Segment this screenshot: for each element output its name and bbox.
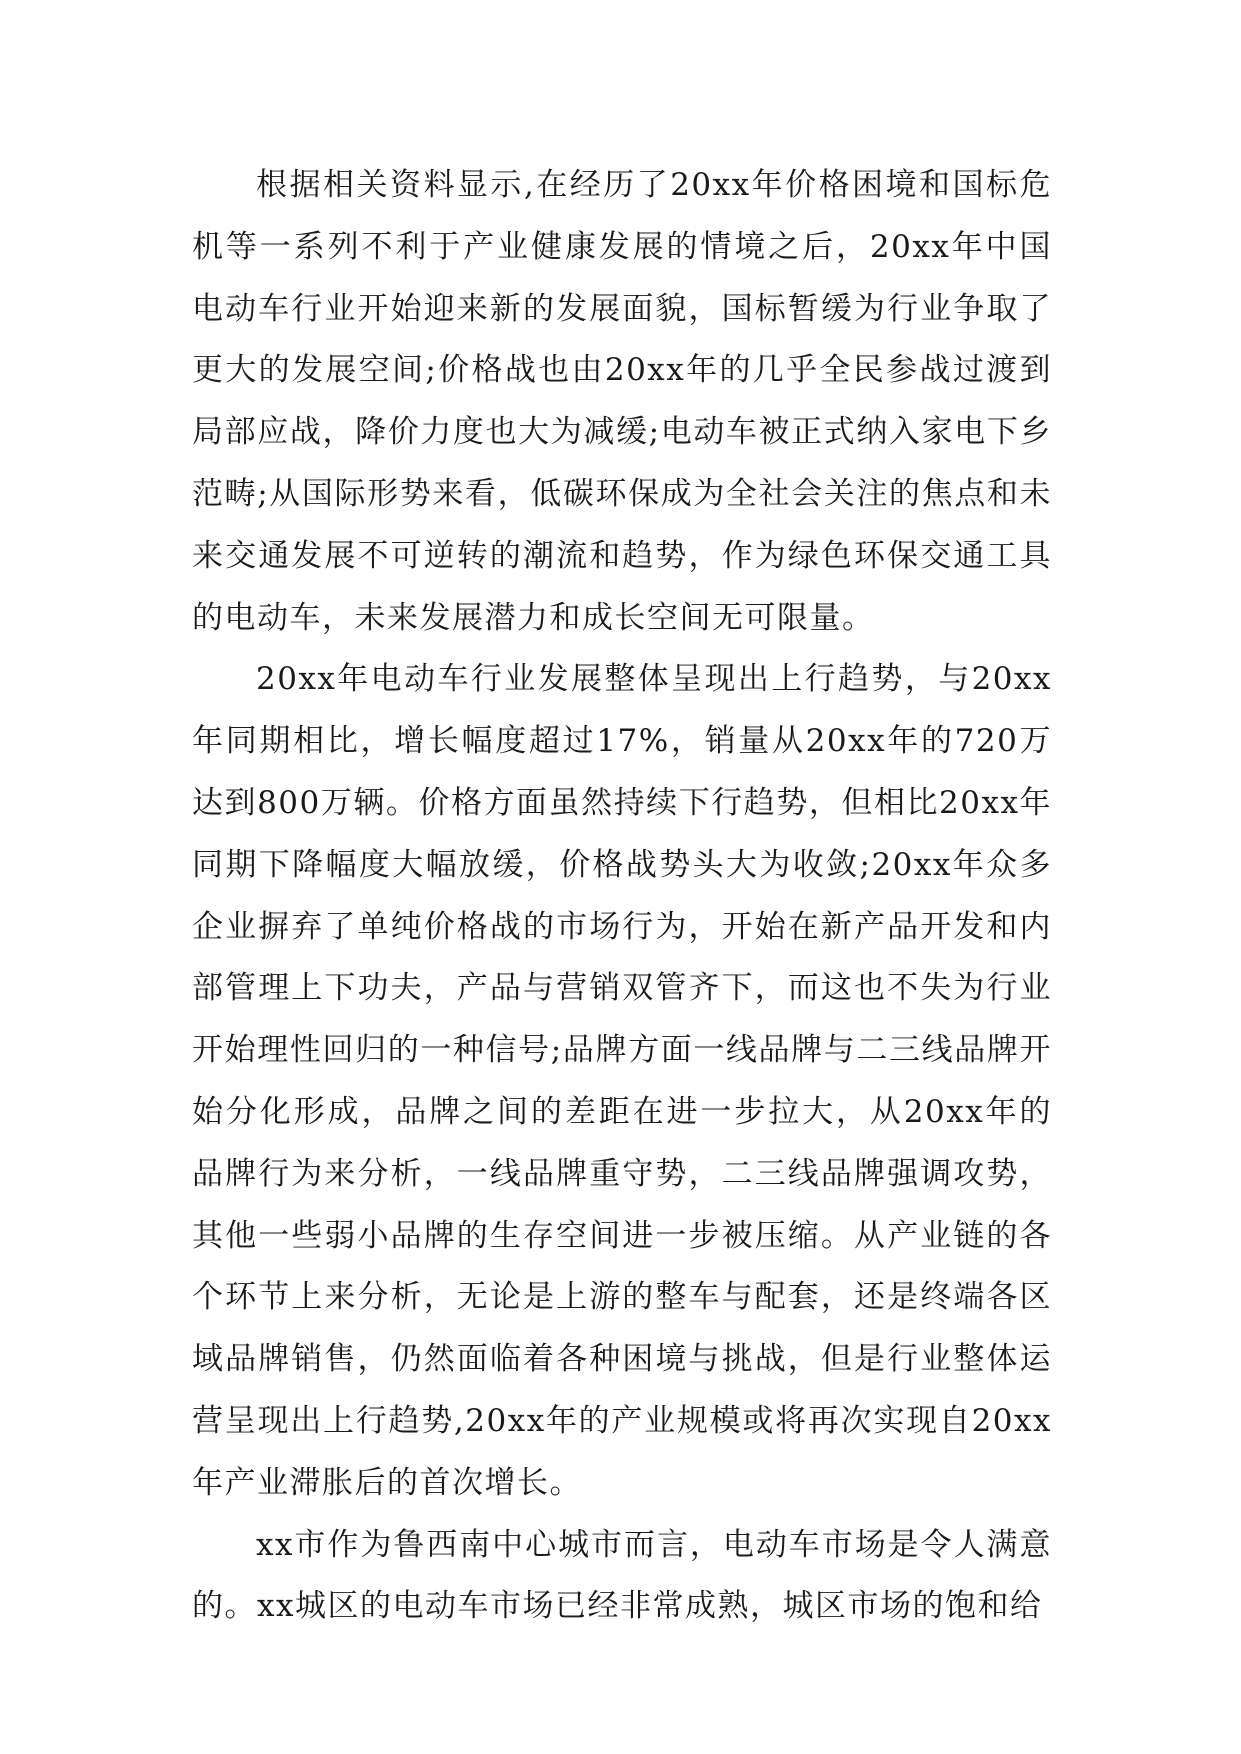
document-body [192,155,1052,1638]
paragraph-city-market: xx市作为鲁西南中心城市而言，电动车市场是令人满意的。xx城区的电动车市场已经非常成熟，城区市场的饱和给 [192,1526,1052,1625]
paragraph-industry-trend: 20xx年电动车行业发展整体呈现出上行趋势，与20xx年同期相比，增长幅度超过17%，销量从20xx年的720万达到800万辆。价格方面虽然持续下行趋势，但相比20xx年同期下降幅度大幅放缓，价格战势头大为收敛;20xx年众多企业摒弃了单纯价格战的市场行为，开始在新产品开发和内部管理上下功夫，产品与营销双管齐下，而这也不失为行业开始理性回归的一种信号;品牌方面一线品牌与二三线品牌开始分化形成，品牌之间的差距在进一步拉大，从20xx年的品牌行为来分析，一线品牌重守势，二三线品牌强调攻势，其他一些弱小品牌的生存空间进一步被压缩。从产业链的各个环节上来分析，无论是上游的整车与配套，还是终端各区域品牌销售，仍然面临着各种困境与挑战，但是行业整体运营呈现出上行趋势,20xx年的产业规模或将再次实现自20xx年产业滞胀后的首次增长。 [192,661,1052,1501]
paragraph-industry-background: 根据相关资料显示,在经历了20xx年价格困境和国标危机等一系列不利于产业健康发展的情境之后，20xx年中国电动车行业开始迎来新的发展面貌，国标暂缓为行业争取了更大的发展空间;价格战也由20xx年的几乎全民参战过渡到局部应战，降价力度也大为减缓;电动车被正式纳入家电下乡范畴;从国际形势来看，低碳环保成为全社会关注的焦点和未来交通发展不可逆转的潮流和趋势，作为绿色环保交通工具的电动车，未来发展潜力和成长空间无可限量。 [192,167,1052,636]
